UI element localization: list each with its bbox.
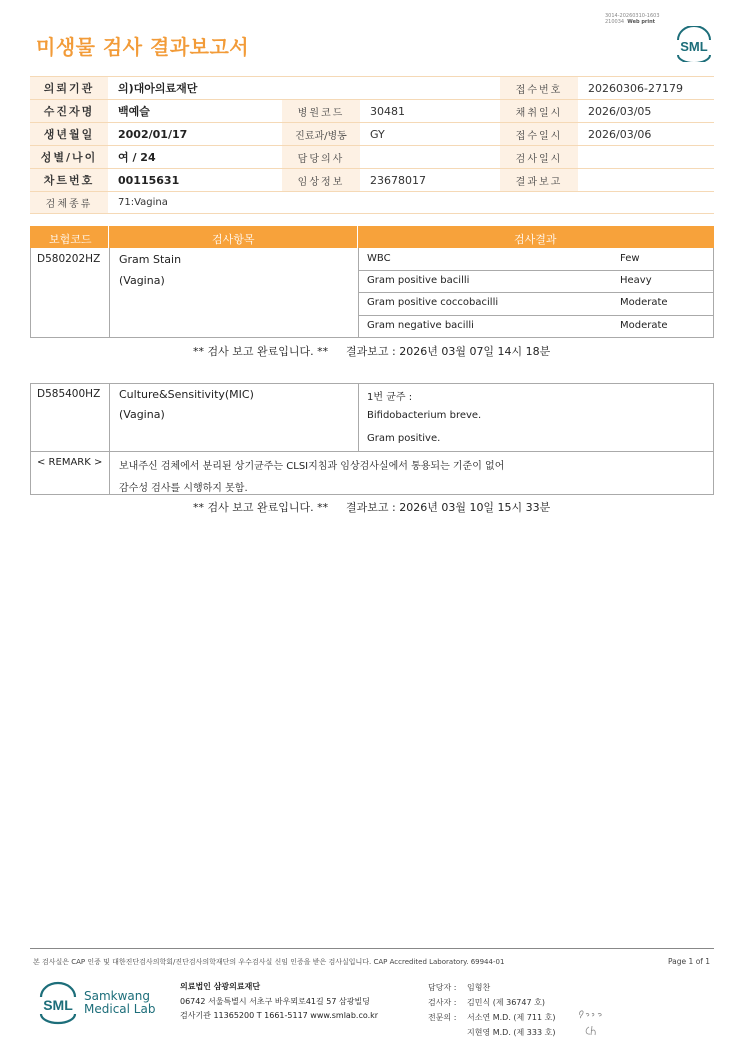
result-value: Few (620, 253, 640, 264)
test1-complete: ** 검사 보고 완료입니다. ** (193, 345, 329, 358)
test1-report-time: 결과보고 : 2026년 03월 07일 14시 18분 (346, 345, 551, 358)
divider (358, 270, 714, 271)
signature-icon (583, 1024, 603, 1038)
test2-report-time: 결과보고 : 2026년 03월 10일 15시 33분 (346, 501, 551, 514)
hospital-code-label: 병원코드 (282, 100, 360, 123)
test2-name: Culture&Sensitivity(MIC) (119, 388, 254, 401)
result-item: WBC (367, 253, 391, 264)
receipt-no-value: 20260306-27179 (578, 77, 714, 100)
brand-line1: Samkwang (84, 989, 150, 1003)
requester-label: 의뢰기관 (30, 77, 108, 100)
result-item: Gram positive coccobacilli (367, 297, 499, 308)
page-number: Page 1 of 1 (668, 957, 711, 966)
staff-info (428, 980, 555, 1040)
tester-name: 김민식 (제 36747 호) (467, 998, 545, 1007)
dob-label: 생년월일 (30, 123, 108, 146)
specialist2-name: 지현영 M.D. (제 333 호) (467, 1028, 556, 1037)
test-date-value (578, 146, 714, 169)
test1-name: Gram Stain (119, 253, 182, 266)
test1-code: D580202HZ (37, 253, 101, 265)
name-value: 백예슬 (108, 100, 282, 123)
name-label: 수진자명 (30, 100, 108, 123)
result-item: Gram negative bacilli (367, 320, 474, 331)
result-item: Gram positive bacilli (367, 275, 470, 286)
test2-result-line1: 1번 균주 : (367, 392, 413, 403)
doctor-value (360, 146, 500, 169)
chart-no-value: 00115631 (108, 169, 282, 192)
org-name: 의료법인 삼광의료재단 (180, 982, 261, 991)
remark-label: < REMARK > (37, 457, 103, 468)
signature-icon (577, 1006, 607, 1020)
tester-label: 검사자 : (428, 998, 457, 1007)
divider (358, 292, 714, 293)
org-info (180, 980, 378, 1024)
manager-name: 임형찬 (467, 983, 491, 992)
sex-age-label: 성별/나이 (30, 146, 108, 169)
hospital-code-value: 30481 (360, 100, 500, 123)
clinical-label: 임상정보 (282, 169, 360, 192)
divider (358, 315, 714, 316)
clinical-value: 23678017 (360, 169, 500, 192)
brand-line2: Medical Lab (84, 1002, 156, 1016)
manager-label: 담당자 : (428, 983, 457, 992)
svg-text:SML: SML (43, 997, 73, 1013)
sml-logo-icon (38, 981, 78, 1025)
specimen-value: 71:Vagina (108, 192, 714, 214)
doctor-label: 담당의사 (282, 146, 360, 169)
result-value: Moderate (620, 297, 668, 308)
receive-date-label: 접수일시 (500, 123, 578, 146)
svg-text:SML: SML (680, 39, 708, 54)
test2-code: D585400HZ (37, 388, 101, 400)
report-title: 미생물 검사 결과보고서 (36, 35, 250, 59)
header-code: 보험코드 (49, 233, 92, 246)
print-code: 210034 Web print (605, 19, 656, 25)
divider (109, 383, 110, 495)
org-contact: 검사기관 11365200 T 1661-5117 www.smlab.co.kr (180, 1011, 379, 1020)
brand-name (84, 990, 155, 1016)
report-value (578, 169, 714, 192)
collect-date-value: 2026/03/05 (578, 100, 714, 123)
results-header (30, 226, 714, 248)
print-info (605, 13, 660, 25)
header-item: 검사항목 (212, 233, 255, 246)
test2-complete: ** 검사 보고 완료입니다. ** (193, 501, 329, 514)
org-address: 06742 서울특별시 서초구 바우뫼로41길 57 삼광빌딩 (180, 996, 370, 1006)
chart-no-label: 차트번호 (30, 169, 108, 192)
footer-note: 본 검사실은 CAP 인증 및 대한진단검사의학회/진단검사의학재단의 우수검사실 신임 인증을 받은 검사실입니다. CAP Accredited Laboratory. 69944-01 (33, 958, 505, 966)
dept-value: GY (360, 123, 500, 146)
sex-age-value: 여 / 24 (108, 146, 282, 169)
receipt-no-label: 접수번호 (500, 77, 578, 100)
remark-line2: 감수성 검사를 시행하지 못함. (119, 483, 248, 494)
specialist-label: 전문의 : (428, 1013, 457, 1022)
remark-line1: 보내주신 검체에서 분리된 상기균주는 CLSI지침과 임상검사실에서 통용되는 기준이 없어 (119, 461, 505, 472)
patient-info-table (30, 76, 714, 214)
test-date-label: 검사일시 (500, 146, 578, 169)
dob-value: 2002/01/17 (108, 123, 282, 146)
specialist1-name: 서소연 M.D. (제 711 호) (467, 1013, 556, 1022)
collect-date-label: 채취일시 (500, 100, 578, 123)
specimen-label: 검체종류 (30, 192, 108, 214)
divider (109, 248, 110, 338)
header-divider (357, 226, 358, 248)
sml-logo-icon (674, 26, 714, 62)
test1-specimen: (Vagina) (119, 274, 165, 287)
header-divider (108, 226, 109, 248)
divider (358, 248, 359, 338)
test2-result-line3: Gram positive. (367, 433, 441, 444)
divider (358, 383, 359, 451)
report-label: 결과보고 (500, 169, 578, 192)
header-result: 검사결과 (514, 233, 557, 246)
dept-label: 진료과/병동 (282, 123, 360, 146)
requester-value: 의)대아의료재단 (108, 77, 500, 100)
receive-date-value: 2026/03/06 (578, 123, 714, 146)
footer-divider (30, 948, 714, 949)
test2-result-line2: Bifidobacterium breve. (367, 410, 482, 421)
result-value: Heavy (620, 275, 652, 286)
test2-specimen: (Vagina) (119, 408, 165, 421)
divider (30, 451, 714, 452)
result-value: Moderate (620, 320, 668, 331)
print-id: 3014-20260310-1603 (605, 13, 660, 19)
